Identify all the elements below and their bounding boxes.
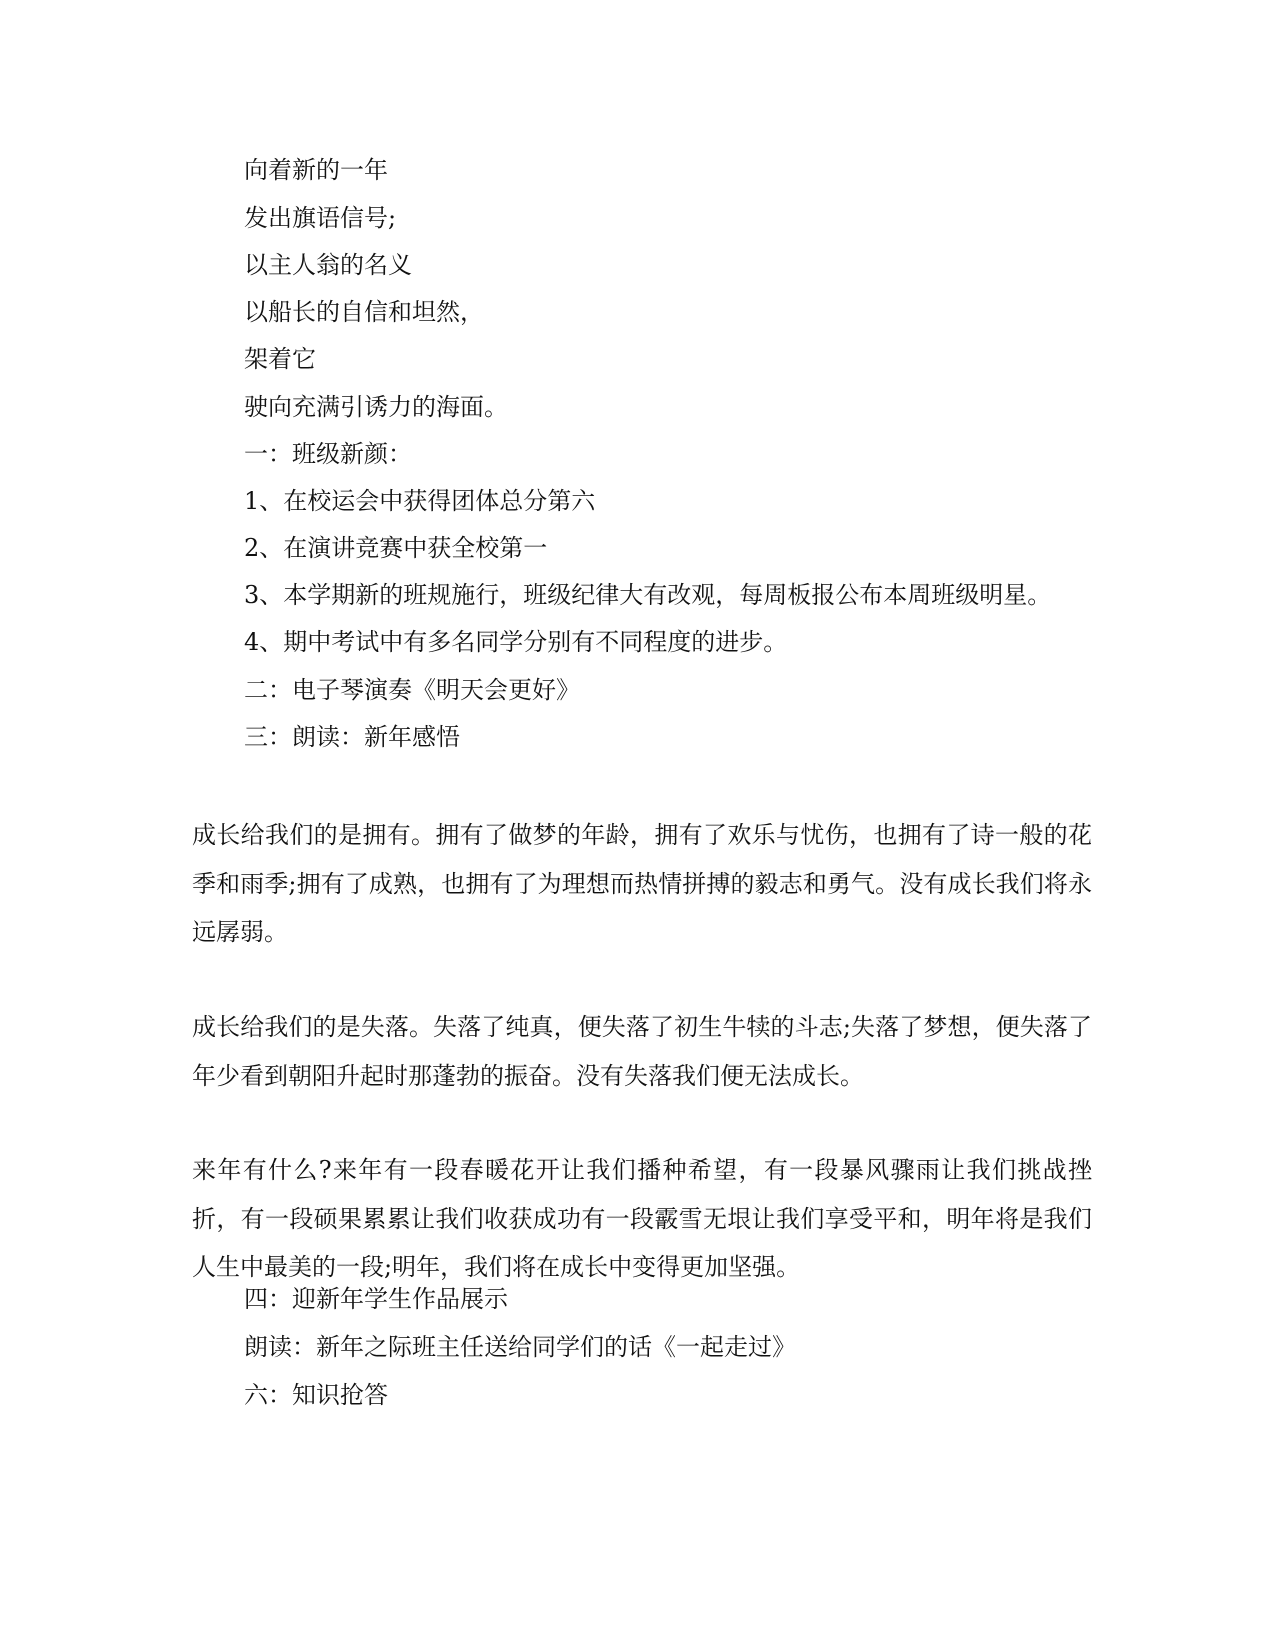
paragraph-growth-gain: 成长给我们的是拥有。拥有了做梦的年龄，拥有了欢乐与忧伤，也拥有了诗一般的花季和雨季;拥有了成熟，也拥有了为理想而热情拼搏的毅志和勇气。没有成长我们将永远孱弱。 <box>192 821 1092 946</box>
section-heading-class-news: 一：班级新颜： <box>244 440 412 468</box>
paragraph-growth-loss: 成长给我们的是失落。失落了纯真，便失落了初生牛犊的斗志;失落了梦想，便失落了年少看到朝阳升起时那蓬勃的振奋。没有失落我们便无法成长。 <box>192 1013 1092 1090</box>
reading-line: 朗读：新年之际班主任送给同学们的话《一起走过》 <box>244 1333 796 1361</box>
list-item: 1、在校运会中获得团体总分第六 <box>244 487 596 515</box>
section-heading-reading: 三：朗读：新年感悟 <box>244 723 460 751</box>
list-item: 2、在演讲竞赛中获全校第一 <box>244 534 548 562</box>
poem-line-6: 驶向充满引诱力的海面。 <box>244 393 508 421</box>
poem-line-4: 以船长的自信和坦然， <box>244 298 484 326</box>
section-heading-keyboard: 二：电子琴演奏《明天会更好》 <box>244 676 580 704</box>
section-heading-quiz: 六：知识抢答 <box>244 1381 388 1409</box>
poem-line-1: 向着新的一年 <box>244 156 388 184</box>
list-item: 4、期中考试中有多名同学分别有不同程度的进步。 <box>244 628 788 656</box>
poem-line-2: 发出旗语信号; <box>244 204 397 232</box>
list-item: 3、本学期新的班规施行，班级纪律大有改观，每周板报公布本周班级明星。 <box>244 581 1052 609</box>
paragraph-next-year: 来年有什么?来年有一段春暖花开让我们播种希望，有一段暴风骤雨让我们挑战挫折，有一段硕果累累让我们收获成功有一段霰雪无垠让我们享受平和，明年将是我们人生中最美的一段;明年，我们将在成长中变得更加坚强。 <box>192 1156 1092 1281</box>
poem-line-3: 以主人翁的名义 <box>244 251 412 279</box>
poem-line-5: 架着它 <box>244 345 316 373</box>
section-heading-works: 四：迎新年学生作品展示 <box>244 1285 508 1313</box>
